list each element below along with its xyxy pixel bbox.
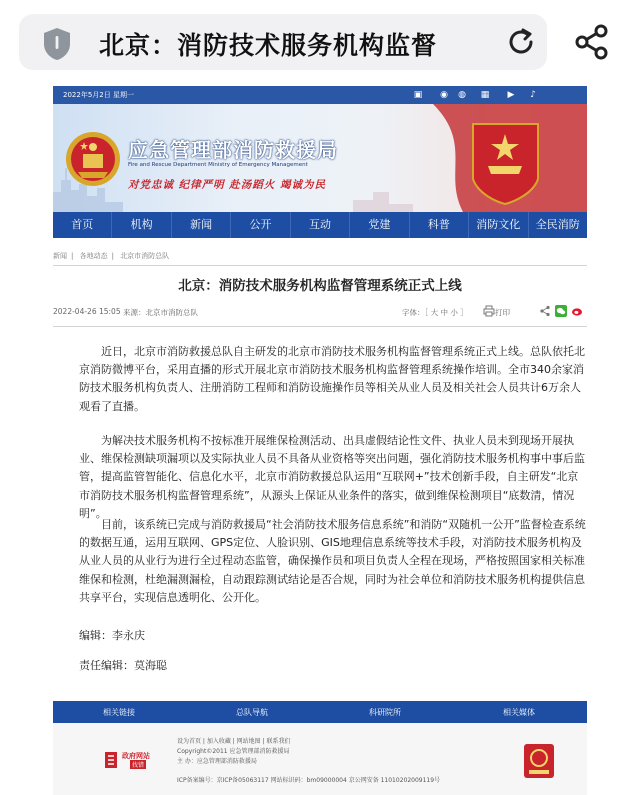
flag-emblem-decoration [433, 104, 587, 212]
main-nav [53, 212, 587, 238]
weibo-share-icon[interactable] [571, 305, 583, 317]
wechat-share-icon[interactable] [555, 305, 567, 317]
footer-brigade-nav[interactable]: 总队导航 [236, 708, 268, 717]
font-size-selector[interactable]: 字体：［ 大 中 小 ］ [402, 308, 468, 317]
breadcrumb-news[interactable]: 新闻 [53, 252, 67, 260]
site-top-strip [53, 86, 587, 104]
party-badge-icon[interactable] [524, 744, 554, 778]
divider [53, 326, 587, 327]
footer-links-bar [53, 701, 587, 723]
share-icon[interactable] [575, 24, 609, 60]
breadcrumb-beijing[interactable]: 北京市消防总队 [120, 252, 170, 260]
nav-public-fire[interactable]: 全民消防 [535, 218, 580, 231]
publish-time: 2022-04-26 15:05 [53, 307, 121, 316]
footer-info [177, 737, 291, 767]
footer-icp: ICP备案编号：京ICP备05063117 网站标识码：bm09000004 京公网安备 11010202009119号 [177, 777, 441, 784]
browser-toolbar [0, 0, 640, 86]
nav-news[interactable]: 新闻 [172, 212, 231, 238]
site-motto: 对党忠诚 纪律严明 赴汤蹈火 竭诚为民 [128, 179, 326, 191]
current-date: 2022年5月2日 [63, 91, 111, 99]
breadcrumb: 新闻 | 各地动态 | 北京市消防总队 [53, 252, 170, 260]
reload-icon[interactable] [505, 26, 537, 58]
editor: 编辑：李永庆 [79, 629, 145, 642]
fire-rescue-emblem [64, 128, 122, 190]
article-source: 来源：北京市消防总队 [123, 308, 198, 317]
shield-icon[interactable] [42, 27, 72, 61]
share-icon[interactable] [539, 305, 551, 317]
nav-home[interactable]: 首页 [53, 212, 112, 238]
footer [53, 723, 587, 795]
toutiao-icon[interactable]: ▦ [480, 90, 490, 100]
nav-public[interactable]: 公开 [231, 212, 290, 238]
nav-organization[interactable]: 机构 [112, 212, 171, 238]
footer-copyright: Copyright©2011 应急管理部消防救援局 [177, 748, 290, 755]
site-banner [53, 104, 587, 212]
gov-website-label[interactable]: 政府网站 [122, 752, 150, 760]
gov-website-report[interactable]: 找错 [132, 762, 145, 769]
kuaishou-icon[interactable]: ▶ [507, 90, 515, 100]
nav-interaction[interactable]: 互动 [291, 212, 350, 238]
chief-editor: 责任编辑：莫海聪 [79, 659, 167, 672]
nav-science[interactable]: 科普 [410, 212, 469, 238]
footer-related-links[interactable]: 相关链接 [103, 708, 135, 717]
footer-quick-links[interactable]: 设为首页 | 加入收藏 | 网站地图 | 联系我们 [177, 738, 291, 745]
print-button[interactable]: 打印 [495, 308, 510, 317]
app-icon[interactable]: ▣ [413, 90, 423, 100]
article-paragraph: 近日，北京市消防救援总队自主研发的北京市消防技术服务机构监督管理系统正式上线。总队依托北京消防微博平台，采用直播的形式开展北京市消防技术服务机构监督管理系统操作培训。全市340余家消防技术服务机构负责人、注册消防工程师和消防设施操作员等相关从业人员及相关社会人员共计6万余人观看了直播。 [79, 345, 585, 413]
nav-fire-culture[interactable]: 消防文化 [469, 212, 528, 238]
wechat-icon[interactable]: ◉ [440, 90, 448, 100]
current-weekday: 星期一 [113, 91, 134, 99]
address-bar[interactable] [19, 14, 547, 70]
print-icon[interactable] [483, 305, 495, 317]
article-paragraph: 目前，该系统已完成与消防救援局“社会消防技术服务信息系统”和消防“双随机一公开”监督检查系统的数据互通，运用互联网、GPS定位、人脸识别、GIS地理信息系统等技术手段，对消防技术服务机构及从业人员的从业行为进行全过程动态监管，确保操作员和项目负责人全程在现场，严格按照国家相关标准维保和检测，杜绝漏测漏检，自动跟踪测试结论是否合规，同时为社会单位和消防技术服务机构提供信息共享平台，实现信息透明化、公开化。 [79, 518, 586, 604]
site-name-english: Fire and Rescue Department Ministry of Emergency Management [128, 162, 308, 168]
site-name: 应急管理部消防救援局 [128, 138, 338, 162]
footer-research[interactable]: 科研院所 [369, 708, 401, 717]
footer-media[interactable]: 相关媒体 [503, 708, 535, 717]
divider [53, 265, 587, 266]
article-meta [53, 307, 587, 321]
page-title-in-address: 北京：消防技术服务机构监督 [99, 31, 438, 60]
article-title: 北京：消防技术服务机构监督管理系统正式上线 [178, 278, 462, 294]
breadcrumb-local[interactable]: 各地动态 [79, 252, 108, 260]
nav-party[interactable]: 党建 [350, 212, 409, 238]
weibo-icon[interactable]: ◍ [458, 90, 466, 100]
douyin-icon[interactable]: ♪ [530, 90, 536, 100]
footer-host: 主 办：应急管理部消防救援局 [177, 758, 257, 765]
article-paragraph: 为解决技术服务机构不按标准开展维保检测活动、出具虚假结论性文件、执业人员未到现场开展执业、维保检测缺项漏项以及实际执业人员不具备从业资格等突出问题，强化消防技术服务机构事中事后监管，提高监管智能化、信息化水平，北京市消防救援总队运用“互联网+”技术创新手段，自主研发“北京市消防技术服务机构监督管理系统”，从源头上保证从业条件的落实，做到维保检测项目“底数清，情况明”。 [79, 434, 585, 520]
